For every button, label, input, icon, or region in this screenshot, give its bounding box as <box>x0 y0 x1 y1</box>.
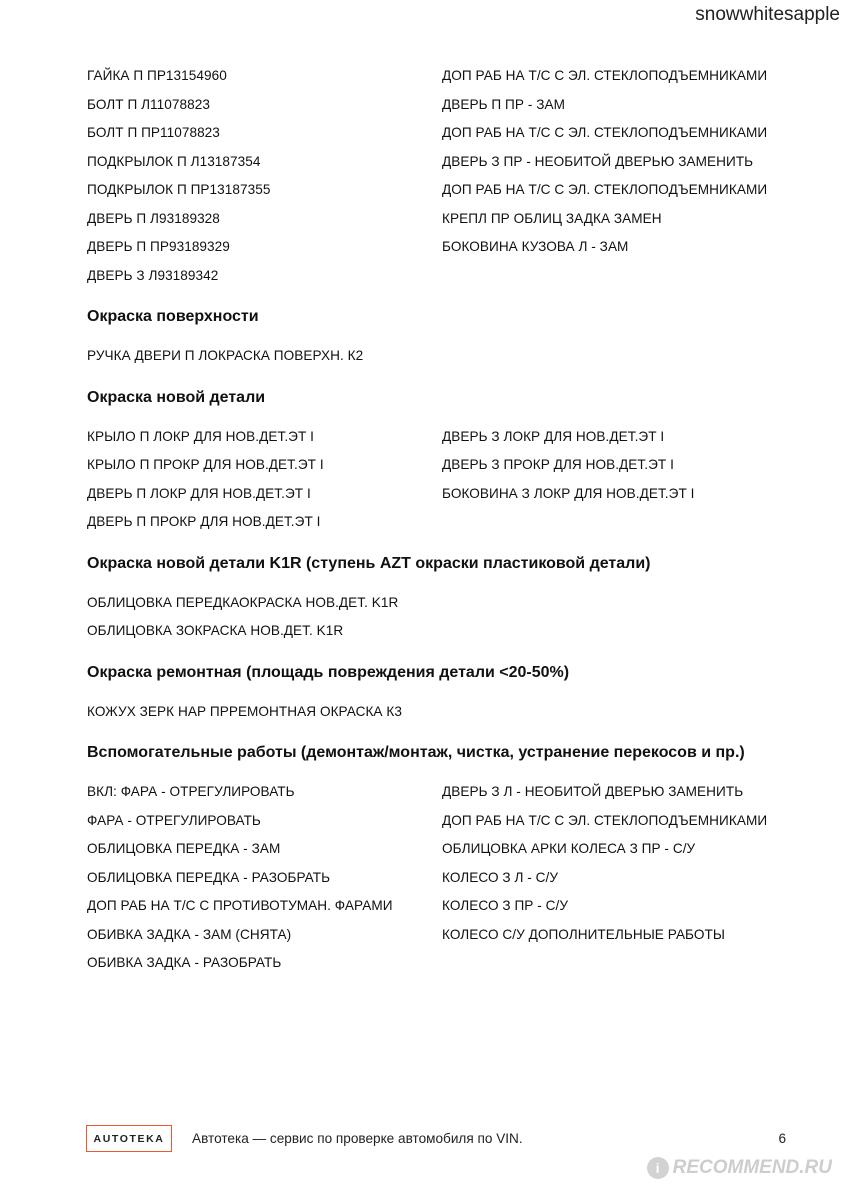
list-item: ОБЛИЦОВКА ПЕРЕДКА - РАЗОБРАТЬ <box>87 869 331 885</box>
list-item: ДОП РАБ НА Т/С С ЭЛ. СТЕКЛОПОДЪЕМНИКАМИ <box>442 68 768 83</box>
section-title: Вспомогательные работы (демонтаж/монтаж, чистка, устранение перекосов и пр.) <box>87 744 745 761</box>
recommend-logo-icon: i <box>647 1157 669 1179</box>
items-column-left <box>87 589 442 646</box>
section <box>87 554 787 646</box>
list-item: ДВЕРЬ П ПР93189329 <box>87 239 230 254</box>
list-item: ОБЛИЦОВКА ПЕРЕДКАОКРАСКА НОВ.ДЕТ. K1R <box>87 594 399 610</box>
items-column-right <box>442 698 787 727</box>
list-item: ДВЕРЬ З Л93189342 <box>87 267 219 283</box>
items-column-left <box>87 342 442 371</box>
items-column-left <box>87 423 442 537</box>
list-item: КОЖУХ ЗЕРК НАР ПРРЕМОНТНАЯ ОКРАСКА К3 <box>87 703 402 719</box>
list-item: ОБЛИЦОВКА ПЕРЕДКА - ЗАМ <box>87 841 281 856</box>
list-item: ПОДКРЫЛОК П Л13187354 <box>87 153 261 169</box>
list-item: КРЫЛО П ПРОКР ДЛЯ НОВ.ДЕТ.ЭТ I <box>87 457 324 472</box>
list-item: КОЛЕСО З Л - С/У <box>442 869 559 885</box>
list-item: ДВЕРЬ З ПР - НЕОБИТОЙ ДВЕРЬЮ ЗАМЕНИТЬ <box>442 153 754 169</box>
section-items <box>87 589 787 646</box>
list-item: БОЛТ П ПР11078823 <box>87 125 220 140</box>
items-column-right <box>442 589 787 646</box>
autoteka-logo: AUTOTEKA <box>86 1125 172 1152</box>
list-item: ДВЕРЬ П ПРОКР ДЛЯ НОВ.ДЕТ.ЭТ I <box>87 514 321 529</box>
section-title: Окраска ремонтная (площадь повреждения детали <20-50%) <box>87 663 570 681</box>
list-item: БОЛТ П Л11078823 <box>87 96 210 112</box>
list-item: ДВЕРЬ З ЛОКР ДЛЯ НОВ.ДЕТ.ЭТ I <box>442 428 665 444</box>
section <box>87 388 787 537</box>
items-column-right <box>442 423 787 537</box>
list-item: ДВЕРЬ П ПР - ЗАМ <box>442 96 565 112</box>
work-sections <box>87 307 787 978</box>
footer-caption: Автотека — сервис по проверке автомобиля по VIN. <box>192 1131 523 1146</box>
list-item: КОЛЕСО С/У ДОПОЛНИТЕЛЬНЫЕ РАБОТЫ <box>442 926 725 942</box>
parts-column-right <box>442 62 787 290</box>
section-title: Окраска новой детали <box>87 388 266 406</box>
section-items <box>87 342 787 371</box>
list-item: КРЕПЛ ПР ОБЛИЦ ЗАДКА ЗАМЕН <box>442 210 662 226</box>
list-item: ФАРА - ОТРЕГУЛИРОВАТЬ <box>87 812 261 828</box>
section-items <box>87 423 787 537</box>
list-item: ОБИВКА ЗАДКА - РАЗОБРАТЬ <box>87 955 282 970</box>
section-title: Окраска поверхности <box>87 308 259 325</box>
recommend-watermark-text: RECOMMEND.RU <box>672 1157 832 1178</box>
list-item: КРЫЛО П ЛОКР ДЛЯ НОВ.ДЕТ.ЭТ I <box>87 428 314 444</box>
section-items <box>87 698 787 727</box>
section <box>87 307 787 371</box>
section <box>87 663 787 727</box>
page-footer <box>86 1125 786 1155</box>
list-item: ДОП РАБ НА Т/С С ЭЛ. СТЕКЛОПОДЪЕМНИКАМИ <box>442 182 768 197</box>
list-item: ВКЛ: ФАРА - ОТРЕГУЛИРОВАТЬ <box>87 784 295 799</box>
list-item: ОБЛИЦОВКА ЗОКРАСКА НОВ.ДЕТ. K1R <box>87 623 344 638</box>
section-items <box>87 778 787 978</box>
list-item: ДОП РАБ НА Т/С С ЭЛ. СТЕКЛОПОДЪЕМНИКАМИ <box>442 812 768 828</box>
list-item: ДОП РАБ НА Т/С С ЭЛ. СТЕКЛОПОДЪЕМНИКАМИ <box>442 125 768 140</box>
list-item: БОКОВИНА КУЗОВА Л - ЗАМ <box>442 239 629 254</box>
report-content <box>87 62 787 978</box>
parts-list-top <box>87 62 787 290</box>
list-item: ДВЕРЬ З Л - НЕОБИТОЙ ДВЕРЬЮ ЗАМЕНИТЬ <box>442 784 744 799</box>
list-item: ОБЛИЦОВКА АРКИ КОЛЕСА З ПР - С/У <box>442 841 696 856</box>
list-item: ГАЙКА П ПР13154960 <box>87 68 227 83</box>
items-column-right <box>442 342 787 371</box>
list-item: ОБИВКА ЗАДКА - ЗАМ (СНЯТА) <box>87 926 292 942</box>
parts-column-left <box>87 62 442 290</box>
recommend-watermark <box>647 1157 832 1179</box>
list-item: ДВЕРЬ З ПРОКР ДЛЯ НОВ.ДЕТ.ЭТ I <box>442 457 674 472</box>
watermark-username: snowwhitesapple <box>695 4 840 25</box>
list-item: ДВЕРЬ П Л93189328 <box>87 210 220 226</box>
section <box>87 743 787 978</box>
list-item: БОКОВИНА З ЛОКР ДЛЯ НОВ.ДЕТ.ЭТ I <box>442 485 695 501</box>
list-item: ДОП РАБ НА Т/С С ПРОТИВОТУМАН. ФАРАМИ <box>87 898 393 913</box>
list-item: КОЛЕСО З ПР - С/У <box>442 898 569 913</box>
list-item: РУЧКА ДВЕРИ П ЛОКРАСКА ПОВЕРХН. К2 <box>87 348 364 363</box>
items-column-left <box>87 778 442 978</box>
section-title: Окраска новой детали K1R (ступень AZT окраски пластиковой детали) <box>87 554 651 572</box>
page-number: 6 <box>778 1131 786 1146</box>
list-item: ПОДКРЫЛОК П ПР13187355 <box>87 182 271 197</box>
items-column-left <box>87 698 442 727</box>
items-column-right <box>442 778 787 978</box>
list-item: ДВЕРЬ П ЛОКР ДЛЯ НОВ.ДЕТ.ЭТ I <box>87 485 311 501</box>
